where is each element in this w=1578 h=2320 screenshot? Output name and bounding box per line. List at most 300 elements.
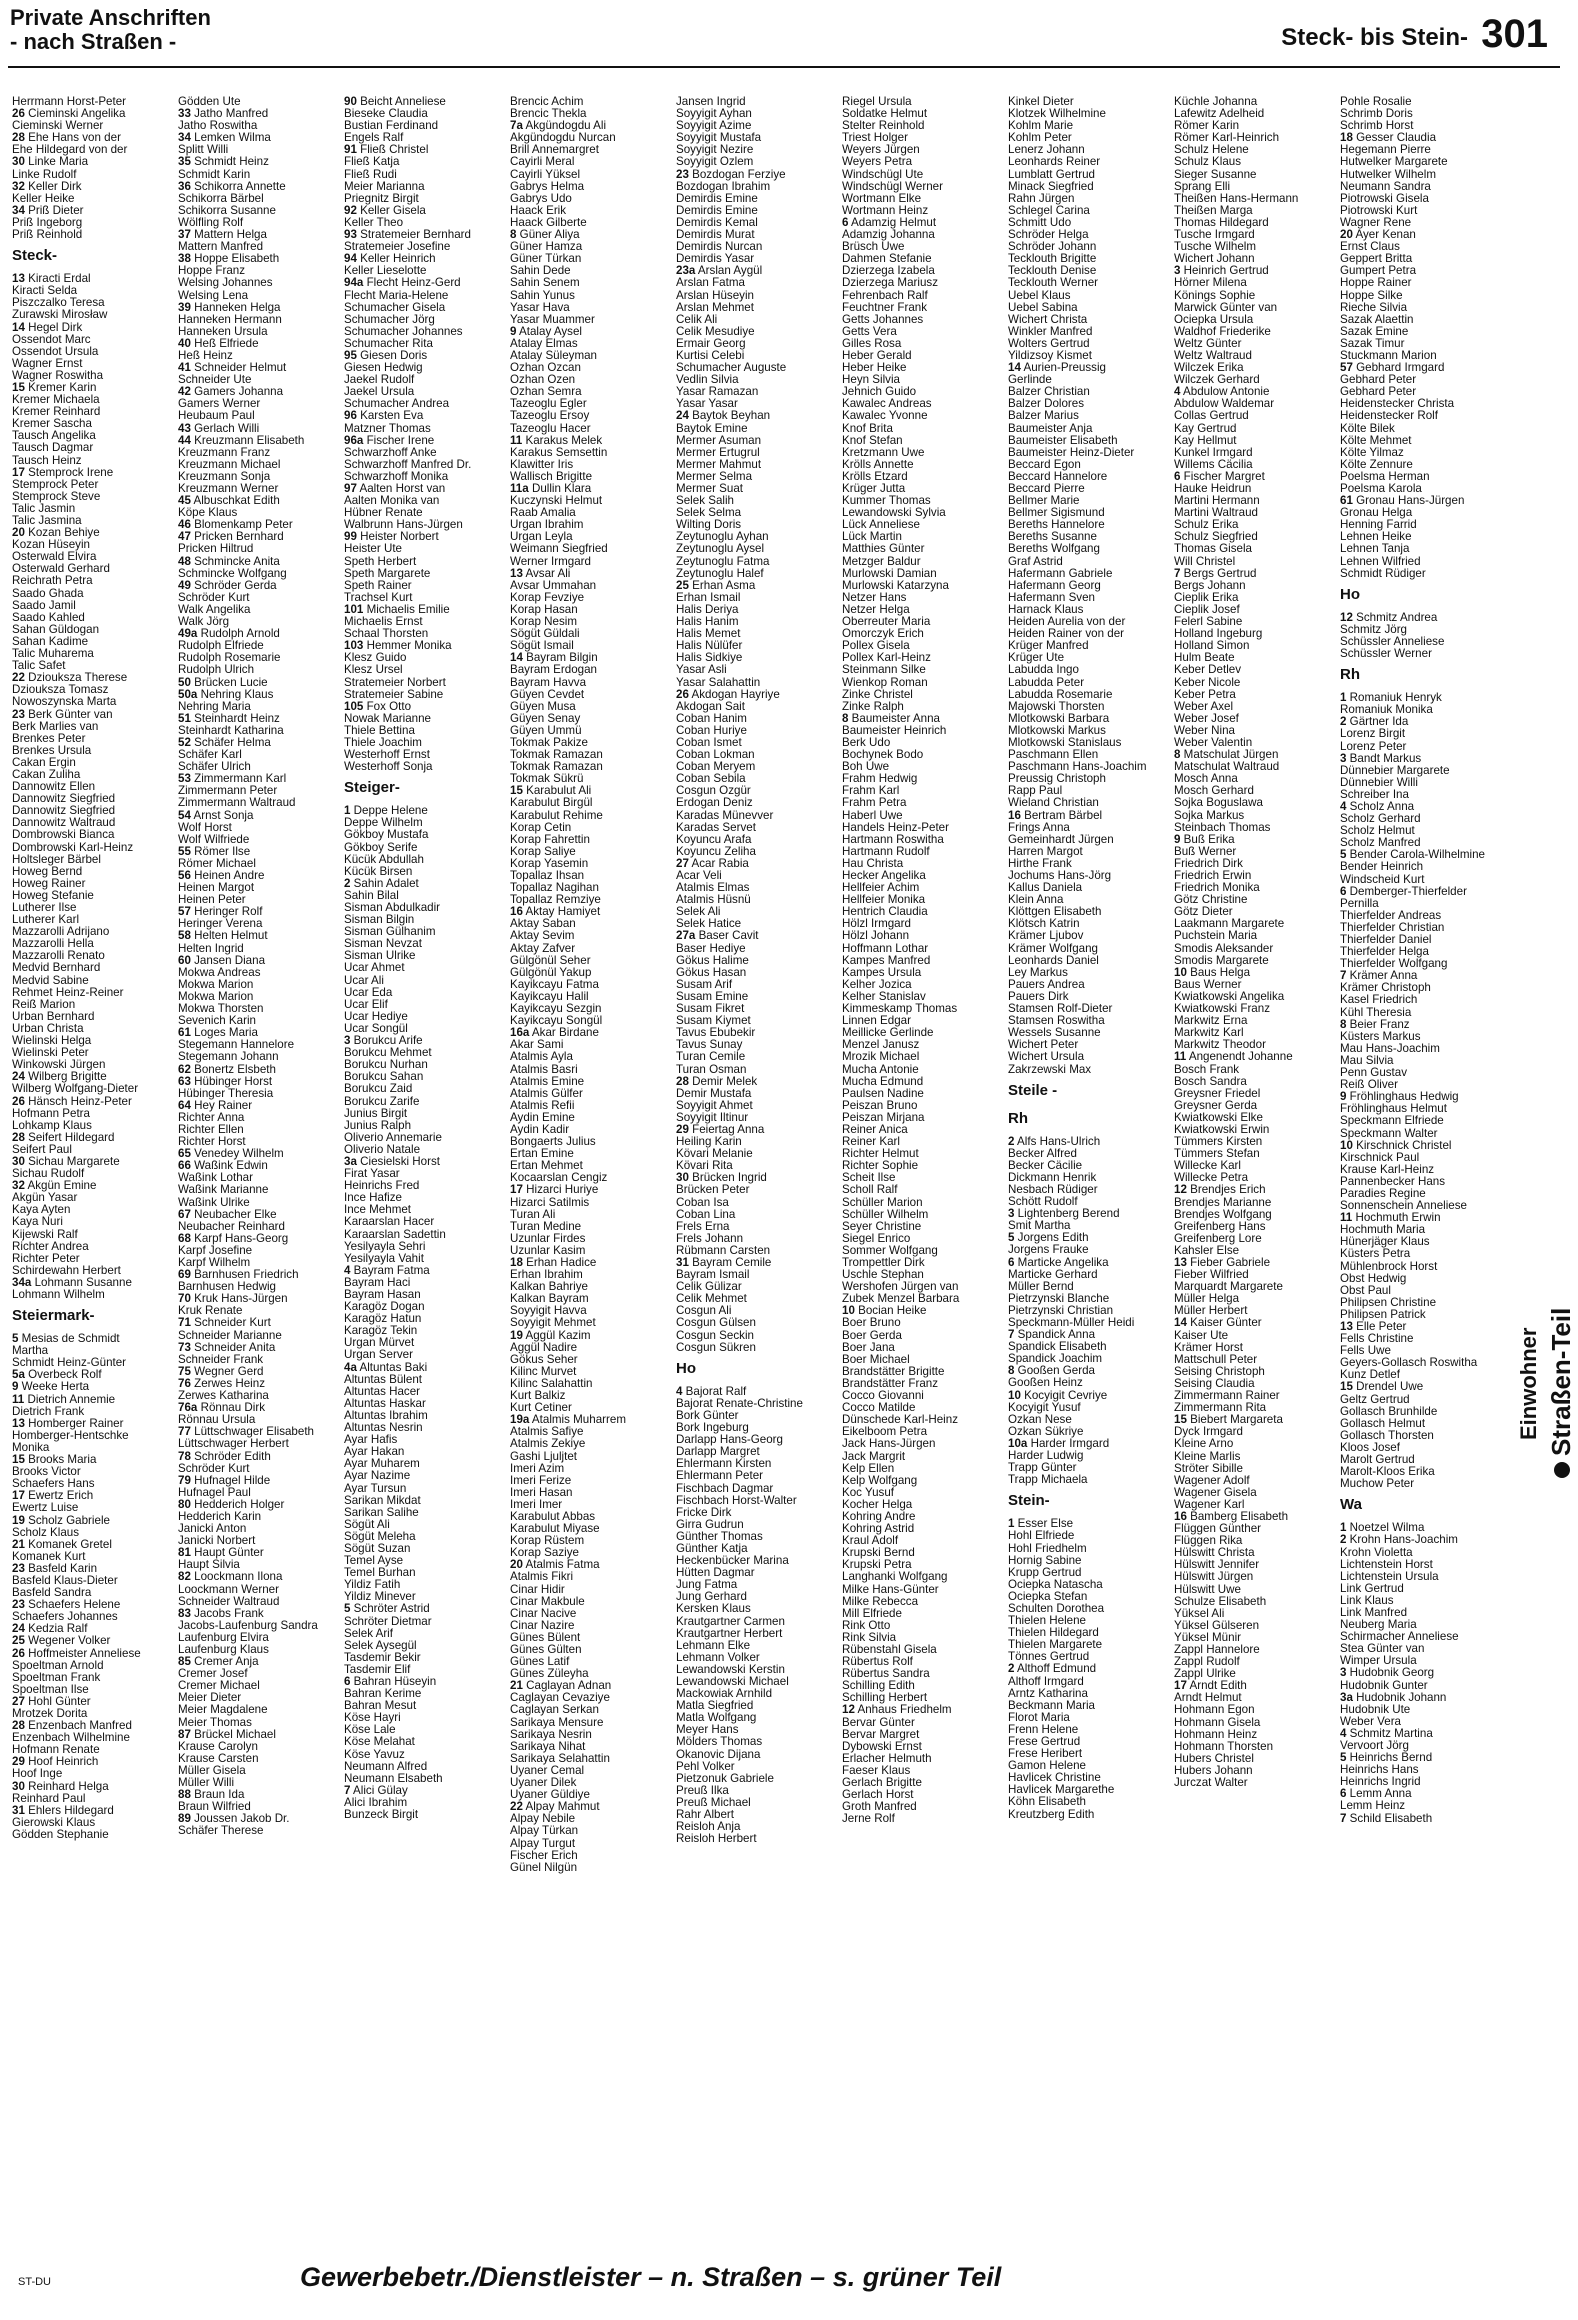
resident-entry: Brooks Victor (12, 1466, 81, 1479)
resident-entry: Knof Stefan (842, 434, 903, 447)
resident-entry: Güyen Musa (510, 700, 576, 713)
house-number: 25 (676, 579, 689, 592)
house-number: 67 (178, 1208, 191, 1221)
resident-entry: Stratemeier Sabine (344, 688, 444, 701)
resident-entry: Zakrzewski Max (1008, 1063, 1092, 1076)
resident-entry: Köhn Elisabeth (1008, 1796, 1086, 1809)
resident-entry: Günes Züleyha (510, 1668, 589, 1681)
resident-entry: Hellfeier Monika (842, 894, 926, 907)
house-number: 6 (842, 216, 849, 229)
resident-entry: Mermer Mahmut (676, 458, 762, 471)
resident-entry: Kremer Sascha (12, 418, 92, 431)
resident-entry: Schmincke Wolfgang (178, 567, 287, 580)
resident-entry: Laufenburg Elvira (178, 1631, 269, 1644)
resident-entry: Sarikan Salihe (344, 1506, 419, 1519)
resident-entry: Holtsleger Bärbel (12, 853, 101, 866)
resident-entry: Cinar Nazire (510, 1619, 575, 1632)
resident-entry: 81 Haupt Günter (178, 1547, 264, 1560)
house-number: 82 (178, 1571, 191, 1584)
resident-entry: Spandick Elisabeth (1008, 1341, 1107, 1354)
resident-entry: Schulz Helene (1174, 144, 1249, 157)
house-number: 61 (1340, 495, 1353, 508)
resident-entry: Heinrichs Fred (344, 1180, 420, 1193)
resident-entry: Klesz Guido (344, 652, 407, 665)
resident-entry: Krämer Wolfgang (1008, 942, 1098, 955)
house-number: 56 (178, 870, 191, 882)
resident-entry: 12 Schmitz Andrea (1340, 611, 1438, 624)
resident-entry: Sögüt Ismail (510, 640, 574, 653)
house-number: 66 (178, 1160, 191, 1173)
house-number: 87 (178, 1728, 191, 1741)
resident-entry: Tasdemir Elif (344, 1663, 411, 1676)
resident-entry: Demirdis Emine (676, 192, 758, 205)
street-heading: Ho (1340, 585, 1360, 603)
house-number: 73 (178, 1341, 191, 1354)
resident-entry: Speth Margarete (344, 567, 431, 580)
resident-entry: Mokwa Marion (178, 990, 254, 1003)
resident-entry: Frings Anna (1008, 821, 1070, 834)
house-number: 5 (344, 1603, 351, 1616)
resident-entry: Jaekel Ursula (344, 386, 415, 399)
resident-entry: 18 Erhan Hadice (510, 1257, 597, 1269)
resident-entry: 75 Wegner Gerd (178, 1365, 264, 1378)
resident-entry: Dombrowski Bianca (12, 829, 115, 842)
resident-entry: 85 Cremer Anja (178, 1656, 259, 1669)
resident-entry: Theißen Marga (1174, 204, 1253, 217)
resident-entry: Sommer Wolfgang (842, 1244, 938, 1257)
resident-entry: Dziouksza Tomasz (12, 684, 109, 697)
house-number: 9 (510, 325, 517, 338)
resident-entry: Mattschull Peter (1174, 1353, 1258, 1366)
resident-entry: Küsters Markus (1340, 1030, 1421, 1043)
house-number: 23 (12, 1599, 25, 1612)
resident-entry: Hartmann Roswitha (842, 833, 944, 846)
resident-entry: Halis Hanim (676, 616, 739, 629)
resident-entry: Zimmermann Rita (1174, 1402, 1267, 1415)
resident-entry: Özhan Özen (510, 374, 576, 387)
resident-entry: Küchle Johanna (1174, 96, 1258, 108)
resident-entry: Speckmann Elfriede (1340, 1115, 1444, 1128)
resident-entry: Wagener Adolf (1174, 1474, 1250, 1487)
resident-entry: Aydin Emine (510, 1111, 575, 1124)
resident-entry: Baytok Emine (676, 422, 748, 435)
resident-entry: Dzierzega Mariusz (842, 277, 938, 290)
resident-entry: Dzierzega Izabela (842, 265, 935, 278)
resident-entry: Güyen Ümmü (510, 724, 582, 737)
house-number: 39 (178, 301, 191, 314)
resident-entry: Gabrys Helma (510, 180, 585, 193)
resident-entry: Oliverio Natale (344, 1143, 421, 1156)
resident-entry: Soyyigit Nezire (676, 144, 754, 157)
resident-entry: Sisman Abdulkadir (344, 902, 441, 914)
resident-entry: Susam Fikret (676, 1003, 745, 1016)
street-heading: Steile - (1008, 1081, 1058, 1099)
resident-entry: 77 Lüttschwager Elisabeth (178, 1426, 314, 1439)
resident-entry: Cosgun Ali (676, 1305, 732, 1318)
resident-entry: Yasar Ramazan (676, 386, 759, 399)
resident-entry: Koyuncu Zeliha (676, 845, 756, 858)
resident-entry: Weltz Günter (1174, 337, 1242, 350)
resident-entry: Greysner Gerda (1174, 1099, 1258, 1112)
resident-entry: Rudolph Rosemarie (178, 652, 281, 665)
resident-entry: Gödden Stephanie (12, 1828, 109, 1841)
resident-entry: Yasar Asli (676, 664, 727, 677)
resident-entry: Hentrich Claudia (842, 906, 928, 919)
resident-entry: Kalkan Bayram (510, 1293, 589, 1306)
resident-entry: Korap Fahrettin (510, 833, 590, 846)
resident-entry: Schumacher Johannes (344, 325, 463, 338)
resident-entry: Trapp Michaela (1008, 1474, 1088, 1487)
resident-entry: Beccard Hannelore (1008, 470, 1108, 483)
resident-entry: Mackowiak Arnhild (676, 1688, 773, 1701)
resident-entry: Wagener Gisela (1174, 1486, 1257, 1499)
resident-entry: Link Gertrud (1340, 1582, 1404, 1595)
house-number: 27 (676, 857, 689, 870)
resident-entry: Mokwa Andreas (178, 966, 261, 979)
resident-entry: Hulm Beate (1174, 652, 1235, 665)
house-number: 16 (1008, 809, 1021, 822)
resident-entry: 103 Hemmer Monika (344, 640, 452, 653)
resident-entry: Ewertz Luise (12, 1502, 79, 1515)
resident-entry: Krüger Jutta (842, 483, 906, 495)
resident-entry: 28 Demir Melek (676, 1075, 758, 1088)
house-number: 7 (344, 1784, 351, 1797)
resident-entry: Karabulut Abbas (510, 1510, 596, 1523)
resident-entry: Kilinc Murvet (510, 1365, 577, 1378)
page-number: 301 (1481, 12, 1548, 56)
resident-entry: 105 Fox Otto (344, 700, 412, 713)
resident-entry: Graf Astrid (1008, 555, 1063, 568)
house-number: 8 (510, 229, 517, 242)
house-number: 15 (12, 1454, 25, 1467)
resident-entry: Hoppe Silke (1340, 289, 1403, 302)
resident-entry: Nowoszynska Marta (12, 696, 117, 709)
resident-entry: Költe Yilmaz (1340, 446, 1404, 459)
resident-entry: Rönnau Ursula (178, 1414, 256, 1427)
resident-entry: Reiß Marion (12, 998, 76, 1011)
resident-entry: Junius Ralph (344, 1119, 412, 1132)
house-number: 14 (510, 652, 523, 665)
resident-entry: Becker Cäcilie (1008, 1159, 1083, 1172)
resident-entry: Uschle Stephan (842, 1269, 924, 1282)
resident-entry: Hartmann Rudolf (842, 845, 930, 858)
resident-entry: Beccard Egon (1008, 458, 1081, 471)
resident-entry: 82 Loockmann Ilona (178, 1571, 283, 1584)
resident-entry: Thierfelder Christian (1340, 921, 1445, 934)
resident-entry: Hochmuth Maria (1340, 1224, 1426, 1237)
resident-entry: Frahm Hedwig (842, 773, 918, 786)
resident-entry: Friedrich Erwin (1174, 870, 1252, 882)
resident-entry: Walk Angelika (178, 603, 251, 616)
resident-entry: Rapp Paul (1008, 785, 1063, 798)
resident-entry: 3a Ciesielski Horst (344, 1155, 441, 1168)
house-number: 2 (1340, 716, 1347, 729)
resident-entry: Ayar Hakan (344, 1446, 405, 1459)
resident-entry: Haack Gilberte (510, 216, 587, 229)
resident-entry: 5 Bender Carola-Wilhelmine (1340, 849, 1485, 862)
resident-entry: 2 Gärtner Ida (1340, 716, 1409, 729)
house-number: 35 (178, 156, 191, 169)
resident-entry: Hoppe Rainer (1340, 277, 1412, 290)
house-number: 4 (344, 1264, 351, 1277)
resident-entry: Karadas Münevver (676, 809, 774, 822)
house-number: 26 (12, 1647, 25, 1660)
resident-entry: Netzer Hans (842, 591, 907, 604)
house-number: 32 (12, 1180, 25, 1193)
resident-entry: Hau Christa (842, 857, 904, 870)
resident-entry: 58 Helten Helmut (178, 930, 268, 943)
house-number: 44 (178, 434, 191, 447)
resident-entry: 31 Ehlers Hildegard (12, 1804, 114, 1817)
resident-entry: 17 Ewertz Erich (12, 1490, 94, 1503)
resident-entry: Bellmer Sigismund (1008, 507, 1105, 520)
header-title-line2: - nach Straßen - (10, 29, 177, 54)
resident-entry: Winkowski Jürgen (12, 1059, 106, 1072)
resident-entry: Karpf Josefine (178, 1244, 253, 1257)
house-number: 23 (12, 708, 25, 721)
resident-entry: Weber Nina (1174, 724, 1236, 737)
resident-entry: Talic Jasmin (12, 502, 76, 515)
resident-entry: 16 Bertram Bärbel (1008, 809, 1103, 822)
resident-entry: 26 Hänsch Heinz-Peter (12, 1095, 132, 1108)
resident-entry: Lutherer Karl (12, 914, 80, 927)
resident-entry: Kawalec Yvonne (842, 410, 928, 423)
resident-entry: Wielinski Helga (12, 1035, 92, 1048)
resident-entry: 5a Overbeck Rolf (12, 1369, 102, 1382)
resident-entry: 17 Hizarci Huriye (510, 1184, 599, 1197)
resident-entry: Kinkel Dieter (1008, 96, 1074, 108)
resident-entry: Cakan Ergin (12, 756, 76, 769)
resident-entry: Hübner Renate (344, 507, 423, 520)
resident-entry: Hülswitt Jürgen (1174, 1571, 1254, 1584)
resident-entry: Krause Karl-Heinz (1340, 1163, 1435, 1176)
resident-entry: Krautgartner Herbert (676, 1627, 783, 1640)
house-number: 7 (1340, 970, 1347, 983)
resident-entry: Sisman Gülhanim (344, 926, 436, 939)
resident-entry: Rübertus Sandra (842, 1668, 930, 1681)
resident-entry: Geltz Gertrud (1340, 1393, 1410, 1406)
resident-entry: Windschügl Werner (842, 180, 943, 193)
resident-entry: Schäfer Ulrich (178, 761, 251, 774)
resident-entry: Ayar Muharem (344, 1458, 420, 1471)
resident-entry: Balzer Christian (1008, 386, 1090, 399)
resident-entry: Tavus Ebubekir (676, 1027, 756, 1040)
resident-entry: 39 Hanneken Helga (178, 301, 281, 314)
resident-entry: Celik Ali (676, 313, 718, 326)
resident-entry: 83 Jacobs Frank (178, 1607, 264, 1620)
resident-entry: Topallaz Nagihan (510, 882, 599, 895)
resident-entry: Yildizsoy Kismet (1008, 349, 1092, 362)
resident-entry: Scholz Manfred (1340, 837, 1421, 850)
resident-entry: Holland Simon (1174, 640, 1250, 653)
resident-entry: 1 Deppe Helene (344, 805, 428, 818)
resident-entry: Imeri Ferize (510, 1474, 572, 1487)
resident-entry: 19 Aggül Kazim (510, 1329, 591, 1342)
resident-entry: Mosch Gerhard (1174, 785, 1254, 798)
resident-entry: Meillicke Gerlinde (842, 1027, 934, 1040)
resident-entry: Preuß Michael (676, 1796, 751, 1809)
resident-entry: Hubers Johann (1174, 1764, 1253, 1777)
resident-entry: Korap Cetin (510, 821, 572, 834)
resident-entry: Kummer Thomas (842, 495, 931, 508)
resident-entry: Wilberg Wolfgang-Dieter (12, 1083, 139, 1096)
resident-entry: Schmitt Udo (1008, 216, 1072, 229)
resident-entry: Aktay Zafver (510, 942, 576, 955)
house-number: 23a (676, 265, 696, 278)
resident-entry: Schröder Johann (1008, 241, 1097, 254)
resident-entry: Girra Gudrun (676, 1518, 744, 1531)
house-number: 6 (1340, 885, 1347, 898)
resident-entry: Wienkop Roman (842, 676, 928, 689)
resident-entry: 43 Gerlach Willi (178, 422, 260, 435)
resident-entry: 34 Lemken Wilma (178, 132, 271, 145)
resident-entry: 6 Bahran Hüseyin (344, 1676, 437, 1688)
resident-entry: Tasdemir Bekir (344, 1651, 421, 1664)
house-number: 71 (178, 1317, 191, 1330)
resident-entry: Kayikcayu Fatma (510, 978, 599, 991)
resident-entry: Labudda Rosemarie (1008, 688, 1113, 701)
resident-entry: Mlotkowski Barbara (1008, 712, 1110, 725)
house-number: 19a (510, 1414, 530, 1427)
resident-entry: Hölzl Johann (842, 930, 910, 943)
resident-entry: Kücük Abdullah (344, 853, 424, 866)
resident-entry: Ucar Ali (344, 974, 384, 987)
resident-entry: 28 Ehe Hans von der (12, 132, 121, 145)
house-number: 1 (344, 805, 351, 818)
house-number: 90 (344, 96, 357, 108)
house-number: 92 (344, 204, 357, 217)
resident-entry: Tokmak Ramazan (510, 761, 603, 774)
resident-entry: Akar Sami (510, 1039, 564, 1052)
resident-entry: Lück Anneliese (842, 519, 920, 532)
resident-entry: 7 Krämer Anna (1340, 970, 1418, 983)
resident-entry: Stamsen Rolf-Dieter (1008, 1003, 1113, 1016)
resident-entry: Homberger-Hentschke (12, 1429, 129, 1442)
resident-entry: Alpay Turgut (510, 1837, 576, 1850)
resident-entry: 15 Biebert Margareta (1174, 1414, 1283, 1427)
resident-entry: 11 Angenendt Johanne (1174, 1051, 1293, 1064)
resident-entry: Becker Alfred (1008, 1147, 1077, 1160)
house-number: 21 (12, 1538, 25, 1551)
resident-entry: Mlotkowski Markus (1008, 724, 1106, 737)
resident-entry: 6 Adamzig Helmut (842, 216, 937, 229)
resident-entry: Schumacher Jörg (344, 313, 435, 326)
resident-entry: Heinrichs Ingrid (1340, 1776, 1421, 1789)
resident-entry: Fließ Rudi (344, 168, 397, 181)
resident-entry: Ehe Hildegard von der (12, 144, 128, 157)
resident-entry: Stea Günter van (1340, 1643, 1425, 1656)
resident-entry: Frese Gertrud (1008, 1736, 1081, 1748)
resident-entry: Lüttschwager Herbert (178, 1438, 289, 1451)
resident-entry: Zeytunoglu Halef (676, 567, 764, 580)
resident-entry: Atalmis Emine (510, 1075, 585, 1088)
resident-entry: Kleine Marlis (1174, 1450, 1241, 1463)
resident-entry: Mokwa Marion (178, 978, 254, 991)
resident-entry: 16a Akar Birdane (510, 1027, 599, 1040)
resident-entry: Kaya Nuri (12, 1216, 63, 1229)
resident-entry: Reiner Anica (842, 1123, 908, 1136)
resident-entry: Yasar Hava (510, 301, 570, 314)
resident-entry: Gierowski Klaus (12, 1816, 96, 1829)
resident-entry: Atalmis Zekiye (510, 1438, 586, 1451)
resident-entry: Soldatke Helmut (842, 108, 928, 121)
resident-entry: Erlacher Helmuth (842, 1752, 932, 1765)
resident-entry: Kaya Ayten (12, 1204, 71, 1217)
resident-entry: Heckenbücker Marina (676, 1555, 789, 1568)
resident-entry: Hübinger Theresia (178, 1087, 274, 1100)
resident-entry: Kreuzmann Michael (178, 458, 281, 471)
resident-entry: Murlowski Katarzyna (842, 579, 949, 592)
resident-entry: Oberreuter Maria (842, 616, 931, 629)
resident-entry: Römer Karin (1174, 120, 1240, 133)
resident-entry: Sprang Elli (1174, 180, 1231, 193)
resident-entry: 9 Weeke Herta (12, 1381, 90, 1394)
resident-entry: Urgan Leyla (510, 531, 573, 544)
resident-entry: 23 Bozdogan Ferziye (676, 168, 786, 181)
resident-entry: 15 Kremer Karin (12, 381, 97, 394)
resident-entry: Tümmers Kirsten (1174, 1136, 1263, 1149)
resident-entry: 38 Hoppe Elisabeth (178, 253, 280, 266)
resident-entry: Güner Türkan (510, 253, 582, 266)
resident-entry: Sarikaya Nihat (510, 1740, 586, 1753)
house-number: 10 (1008, 1389, 1021, 1402)
house-number: 80 (178, 1498, 191, 1511)
resident-entry: Akgündogdu Nurcan (510, 132, 616, 145)
resident-entry: Marticke Gerhard (1008, 1268, 1098, 1281)
resident-entry: 22 Dziouksza Therese (12, 672, 128, 685)
house-number: 49a (178, 628, 198, 641)
resident-entry: Schött Rudolf (1008, 1196, 1078, 1209)
resident-entry: Schröder Helga (1008, 229, 1089, 242)
resident-entry: Wagener Karl (1174, 1498, 1245, 1511)
resident-entry: Stamsen Roswitha (1008, 1015, 1105, 1028)
resident-entry: Hegemann Pierre (1340, 144, 1431, 157)
resident-entry: Bayram Haci (344, 1276, 411, 1289)
resident-entry: Özkan Sükriye (1008, 1425, 1084, 1438)
resident-entry: Heber Gerald (842, 349, 912, 362)
resident-entry: 25 Erhan Asma (676, 579, 756, 592)
resident-entry: Kohlm Marie (1008, 120, 1074, 133)
resident-entry: Borukcu Zarife (344, 1095, 420, 1108)
resident-entry: Bunzeck Birgit (344, 1809, 419, 1822)
resident-entry: 15 Brooks Maria (12, 1454, 97, 1467)
resident-entry: Scholz Gerhard (1340, 813, 1421, 826)
resident-entry: Mazzarolli Adrijano (12, 926, 110, 939)
house-number: 16 (510, 906, 523, 919)
resident-entry: Reiner Karl (842, 1136, 900, 1149)
directory-column (1340, 96, 1502, 2256)
resident-entry: Schikorra Susanne (178, 204, 276, 217)
resident-entry: Wichert Peter (1008, 1039, 1079, 1052)
house-number: 1 (1340, 1522, 1347, 1535)
resident-entry: Stelter Reinhold (842, 120, 925, 133)
resident-entry: 11 Dietrich Annemie (12, 1393, 116, 1406)
resident-entry: Richter Peter (12, 1252, 80, 1265)
resident-entry: Brendjes Wolfgang (1174, 1208, 1272, 1221)
resident-entry: Giesen Hedwig (344, 362, 423, 375)
resident-entry: Zeytunoglu Ayhan (676, 531, 769, 544)
resident-entry: Obst Hedwig (1340, 1272, 1407, 1285)
resident-entry: Atalay Süleyman (510, 349, 597, 362)
resident-entry: Hörner Milena (1174, 277, 1247, 290)
resident-entry: Thierfelder Helga (1340, 946, 1429, 959)
resident-entry: 68 Karpf Hans-Georg (178, 1232, 289, 1245)
house-number: 30 (12, 1155, 25, 1168)
resident-entry: Yüksel Gülseren (1174, 1619, 1260, 1632)
resident-entry: Lehnen Heike (1340, 531, 1412, 544)
resident-entry: Kelp Wolfgang (842, 1474, 918, 1487)
resident-entry: Romaniuk Monika (1340, 704, 1433, 717)
